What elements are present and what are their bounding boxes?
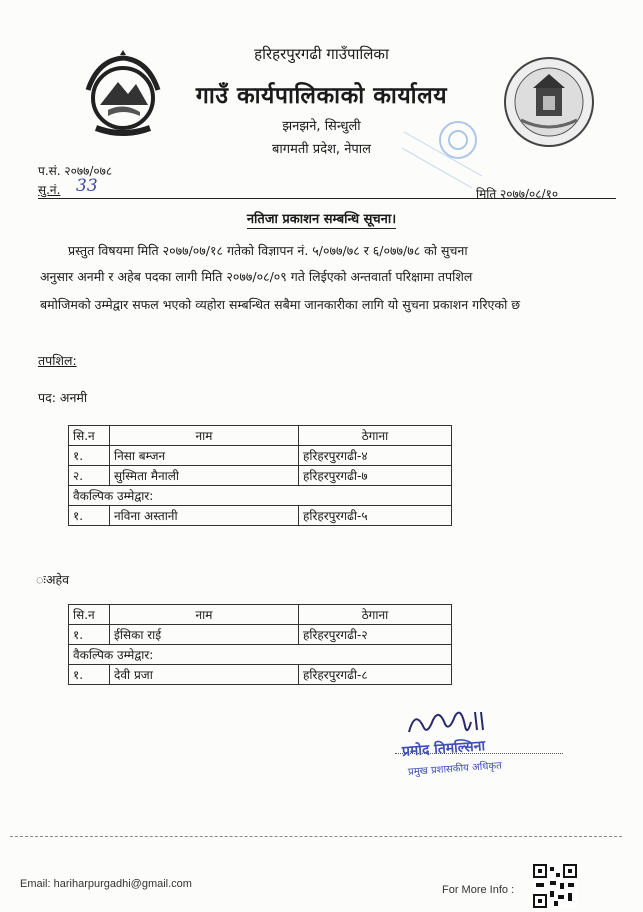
details-label: तपशिल:	[38, 353, 77, 368]
anami-results-table	[68, 425, 452, 526]
qr-code-icon	[533, 864, 577, 908]
office-location: झनझने, सिन्धुली	[282, 119, 361, 134]
cell-address: हरिहरपुरगढी-८	[299, 665, 452, 685]
alt-candidate-label-row	[69, 486, 452, 506]
cell-sn: १.	[69, 665, 110, 685]
post-aheb-label: ःअहेव	[36, 572, 70, 587]
table-header-row	[69, 426, 452, 446]
cell-name: ईसिका राई	[110, 625, 299, 645]
footer-email: Email: hariharpurgadhi@gmail.com	[20, 878, 192, 890]
cell-name: देवी प्रजा	[110, 665, 299, 685]
signatory-title: प्रमुख प्रशासकीय अधिकृत	[407, 760, 503, 778]
footer-more-info: For More Info :	[442, 884, 515, 896]
header-sn: सि.न	[69, 605, 110, 625]
alt-candidate-label-row	[69, 645, 452, 665]
cell-name: नविना अस्तानी	[110, 506, 299, 526]
header-address: ठेगाना	[299, 426, 452, 446]
chalani-number-handwritten: 33	[76, 176, 98, 196]
aheb-results-table	[68, 604, 452, 685]
alt-candidate-label: वैकल्पिक उम्मेद्वार:	[69, 645, 452, 665]
chalani-label: सु.नं.	[38, 183, 61, 197]
signatory-name: प्रमोद तिमल्सिना	[401, 738, 486, 760]
table-row	[69, 665, 452, 685]
cell-address: हरिहरपुरगढी-५	[299, 506, 452, 526]
cell-address: हरिहरपुरगढी-४	[299, 446, 452, 466]
office-province: बागमती प्रदेश, नेपाल	[272, 142, 371, 157]
table-row	[69, 466, 452, 486]
table-header-row	[69, 605, 452, 625]
office-stamp	[402, 118, 486, 190]
cell-name: निसा बम्जन	[110, 446, 299, 466]
post-anami-label: पद: अनमी	[38, 390, 88, 405]
footer-divider	[10, 836, 622, 837]
office-name: गाउँ कार्यपालिकाको कार्यालय	[195, 83, 448, 109]
cell-sn: २.	[69, 466, 110, 486]
notice-body-line-3: बमोजिमको उम्मेद्वार सफल भएको व्यहोरा सम्बन्धित सबैमा जानकारीका लागि यो सुचना प्रकाशन गरिएको छ	[40, 297, 521, 312]
municipality-name: हरिहरपुरगढी गाउँपालिका	[254, 45, 389, 63]
patra-sankhya: प.सं. २०७७/०७८	[38, 164, 113, 178]
notice-body-line-1: प्रस्तुत विषयमा मिति २०७७/०७/१८ गतेको विज्ञापन नं. ५/०७७/७८ र ६/०७७/७८ को सुचना	[68, 243, 468, 258]
notice-body-line-2: अनुसार अनमी र अहेब पदका लागी मिति २०७७/०८/०९ गते लिईएको अन्तवार्ता परिक्षामा तपशिल	[40, 269, 473, 284]
header-sn: सि.न	[69, 426, 110, 446]
municipality-seal-logo	[503, 56, 595, 148]
cell-address: हरिहरपुरगढी-२	[299, 625, 452, 645]
cell-sn: १.	[69, 506, 110, 526]
alt-candidate-label: वैकल्पिक उम्मेद्वार:	[69, 486, 452, 506]
notice-title: नतिजा प्रकाशन सम्बन्धि सूचना।	[246, 212, 397, 227]
header-address: ठेगाना	[299, 605, 452, 625]
notice-date: मिति २०७७/०८/१०	[476, 187, 559, 201]
cell-sn: १.	[69, 625, 110, 645]
table-row	[69, 506, 452, 526]
header-name: नाम	[110, 426, 299, 446]
cell-address: हरिहरपुरगढी-७	[299, 466, 452, 486]
cell-sn: १.	[69, 446, 110, 466]
header-divider	[38, 198, 616, 199]
table-row	[69, 625, 452, 645]
cell-name: सुस्मिता मैनाली	[110, 466, 299, 486]
header-name: नाम	[110, 605, 299, 625]
table-row	[69, 446, 452, 466]
